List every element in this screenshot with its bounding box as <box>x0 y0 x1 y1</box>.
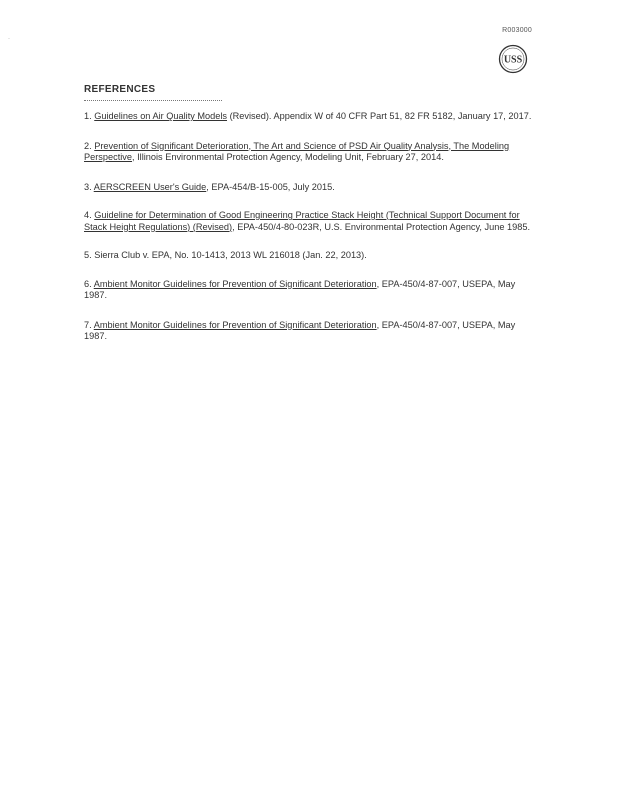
reference-number: 7. <box>84 319 92 330</box>
reference-item <box>84 250 540 262</box>
reference-details: , EPA-450/4-87-007, USEPA, May 1987. <box>84 278 516 300</box>
reference-number: 4. <box>84 210 92 220</box>
references-heading: REFERENCES <box>84 84 156 95</box>
reference-title: AERSCREEN User's Guide <box>93 181 207 192</box>
reference-item <box>84 111 540 123</box>
references-section <box>84 84 540 343</box>
reference-title: Guideline for Determination of Good Engineering Practice Stack Height (Technical Support Document for Stack Height Regulations) (Revised) <box>84 210 520 232</box>
reference-number: 6. <box>84 278 92 289</box>
heading-divider <box>84 100 222 101</box>
reference-details: (Revised). Appendix W of 40 CFR Part 51, 82 FR 5182, January 17, 2017. <box>227 111 532 121</box>
reference-number: 2. <box>84 140 92 151</box>
reference-item <box>84 141 540 164</box>
reference-number: 5. <box>84 250 92 260</box>
reference-details: , Illinois Environmental Protection Agency, Modeling Unit, February 27, 2014. <box>132 152 444 162</box>
reference-item <box>84 210 540 233</box>
reference-item <box>84 182 540 194</box>
reference-title: Guidelines on Air Quality Models <box>94 111 228 121</box>
reference-number: 1. <box>84 111 92 121</box>
reference-title: Prevention of Significant Deterioration, The Art and Science of PSD Air Quality Analysis, The Modeling Perspective <box>84 140 510 162</box>
reference-item <box>84 320 540 343</box>
reference-number: 3. <box>84 181 92 192</box>
reference-item <box>84 279 540 302</box>
document-stamp-code: R003000 <box>502 27 532 34</box>
logo-text: USS <box>503 54 523 66</box>
seal-logo-icon <box>498 44 528 74</box>
reference-details: , EPA-450/4-80-023R, U.S. Environmental Protection Agency, June 1985. <box>232 221 531 232</box>
corner-mark: · <box>8 36 10 42</box>
reference-title: Ambient Monitor Guidelines for Prevention of Significant Deterioration <box>93 319 377 330</box>
reference-details: Sierra Club v. EPA, No. 10-1413, 2013 WL 216018 (Jan. 22, 2013). <box>94 250 367 260</box>
reference-details: , EPA-450/4-87-007, USEPA, May 1987. <box>84 319 516 341</box>
reference-details: , EPA-454/B-15-005, July 2015. <box>206 181 335 192</box>
reference-title: Ambient Monitor Guidelines for Prevention of Significant Deterioration <box>93 278 377 289</box>
